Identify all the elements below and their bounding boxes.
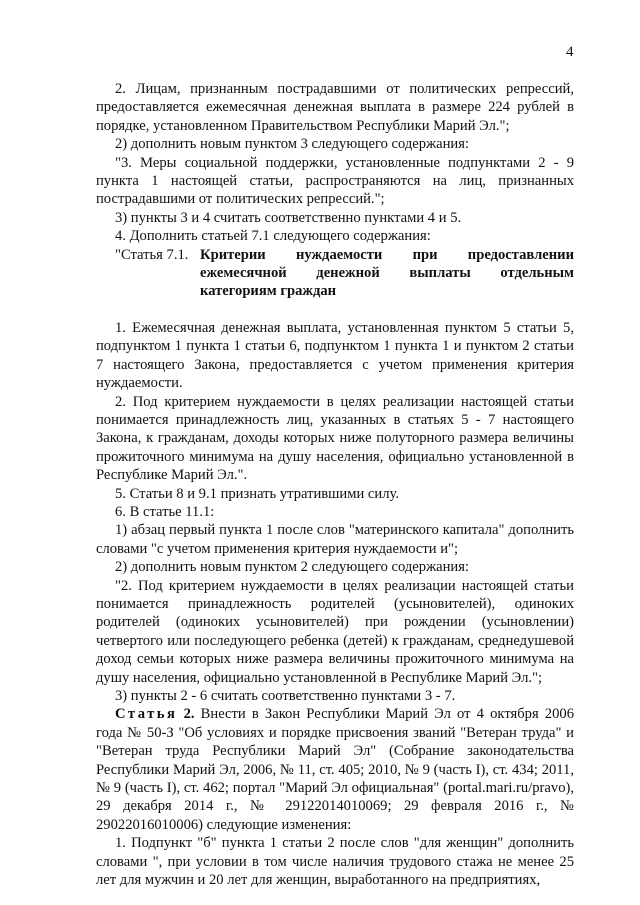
- paragraph: 2) дополнить новым пунктом 2 следующего содержания:: [115, 559, 470, 576]
- document-body: [96, 80, 574, 889]
- paragraph: 4. Дополнить статьей 7.1 следующего содержания:: [115, 228, 431, 245]
- paragraph: "2. Под критерием нуждаемости в целях реализации настоящей статьи понимается принадлежность родителей (усыновителей), одиноких родителей (одиноких усыновителей) при рождении (усыновлении) четвертого или последующего ребенка (детей) к гражданам, среднедушевой доход семьи которых ниже размера величины прожиточного минимума на душу населения, официально установленной в Республике Марий Эл.";: [96, 577, 574, 686]
- paragraph: 3) пункты 3 и 4 считать соответственно пунктами 4 и 5.: [115, 209, 462, 226]
- page-number: 4: [566, 44, 574, 60]
- spacer: [96, 301, 574, 319]
- paragraph: 1. Подпункт "б" пункта 1 статьи 2 после слов "для женщин" дополнить словами ", при условии в том числе наличия трудового стажа не менее 25 лет для мужчин и 20 лет для женщин, выработанного на предприятиях,: [96, 835, 574, 889]
- paragraph: 1. Ежемесячная денежная выплата, установленная пунктом 5 статьи 5, подпунктом 1 пункта 1 статьи 6, подпунктом 1 пункта 1 и пунктом 2 статьи 7 настоящего Закона, предоставляется с учетом применения критерия нуждаемости.: [96, 319, 574, 392]
- paragraph: 6. В статье 11.1:: [115, 503, 215, 520]
- paragraph: 2) дополнить новым пунктом 3 следующего содержания:: [115, 136, 470, 153]
- article-heading-title: Критерии нуждаемости при предоставлении ежемесячной денежной выплаты отдельным категориям граждан: [200, 246, 574, 300]
- article-2-label: Статья: [115, 706, 178, 723]
- paragraph: "3. Меры социальной поддержки, установленные подпунктами 2 - 9 пункта 1 настоящей статьи, распространяются на лиц, признанных пострадавшими от политических репрессий.";: [96, 154, 574, 208]
- article-heading-lead: "Статья 7.1.: [115, 246, 189, 263]
- article-2-text: Внести в Закон Республики Марий Эл от 4 октября 2006 года № 50-З "Об условиях и порядке присвоения званий "Ветеран труда" и "Ветеран труда Республики Марий Эл" (Собрание законодательства Республики Марий Эл, 2006, № 11, ст. 405; 2010, № 9 (часть I), ст. 434; 2011, № 9 (часть I), ст. 462; портал "Марий Эл официальная" (portal.mari.ru/pravo), 29 декабря 2014 г., № 29122014010069; 29 февраля 2016 г., № 29022016010006) следующие изменения:: [96, 706, 574, 833]
- paragraph: 2. Лицам, признанным пострадавшими от политических репрессий, предоставляется ежемесячная денежная выплата в размере 224 рублей в порядке, установленном Правительством Республики Марий Эл.";: [96, 81, 574, 134]
- paragraph: 2. Под критерием нуждаемости в целях реализации настоящей статьи понимается принадлежность лиц, указанных в статьях 5 - 7 настоящего Закона, к гражданам, доходы которых ниже полуторного размера величины прожиточного минимума на душу населения, официально установленной в Республике Марий Эл.".: [96, 393, 574, 484]
- paragraph: 3) пункты 2 - 6 считать соответственно пунктами 3 - 7.: [115, 688, 456, 704]
- article-2-number: 2.: [183, 706, 195, 723]
- article-heading: [96, 246, 574, 301]
- article-2-paragraph: [96, 705, 574, 834]
- paragraph: 5. Статьи 8 и 9.1 признать утратившими силу.: [115, 485, 399, 502]
- paragraph: 1) абзац первый пункта 1 после слов "материнского капитала" дополнить словами "с учетом применения критерия нуждаемости и";: [96, 522, 574, 557]
